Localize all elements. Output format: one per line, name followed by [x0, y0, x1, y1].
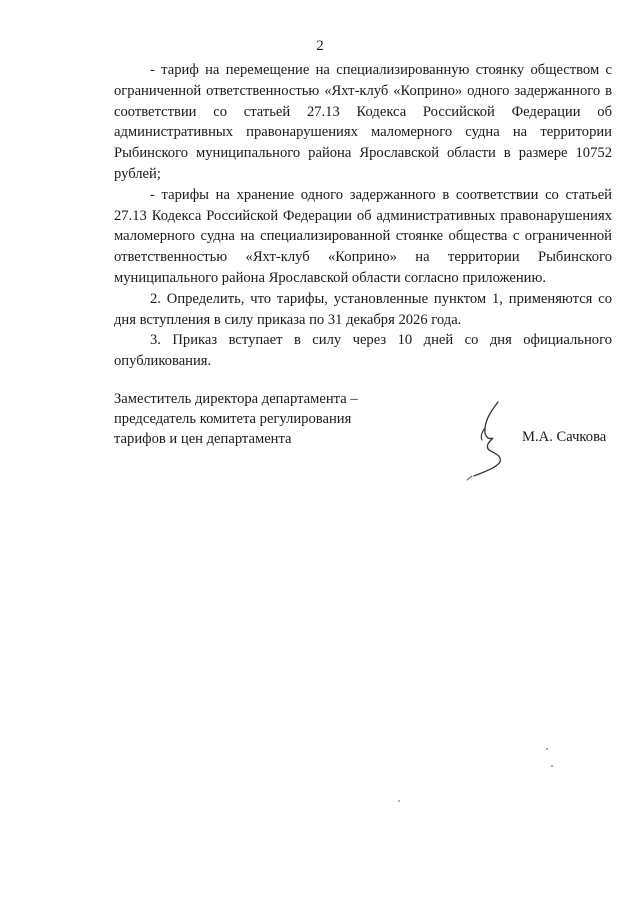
signatory-title-line-1: Заместитель директора департамента – — [114, 391, 358, 407]
document-body — [114, 60, 612, 372]
page-number: 2 — [316, 38, 324, 54]
paragraph-clause-3: 3. Приказ вступает в силу через 10 дней со дня официального опубликования. — [114, 332, 612, 370]
signatory-name: М.А. Сачкова — [522, 429, 607, 445]
handwritten-signature — [458, 396, 528, 482]
scan-speck — [546, 748, 548, 750]
signatory-title-line-2: председатель комитета регулирования — [114, 411, 352, 427]
paragraph-storage-tariffs: - тарифы на хранение одного задержанного в соответствии со статьей 27.13 Кодекса Российской Федерации об административных правонарушениях маломерного судна на специализированной стоянке общества с ограниченной ответственностью «Яхт-клуб «Коприно» на территории Рыбинского муниципального района Ярославской области согласно приложению. — [114, 186, 612, 286]
scan-speck — [551, 765, 553, 767]
paragraph-relocation-tariff: - тариф на перемещение на специализированную стоянку обществом с ограниченной ответственностью «Яхт-клуб «Коприно» одного задержанного в соответствии со статьей 27.13 Кодекса Российской Федерации об административных правонарушениях маломерного судна на территории Рыбинского муниципального района Ярославской области в размере 10752 рублей; — [114, 62, 612, 182]
paragraph-clause-2: 2. Определить, что тарифы, установленные пунктом 1, применяются со дня вступления в силу приказа по 31 декабря 2026 года. — [114, 290, 612, 328]
signatory-title-line-3: тарифов и цен департамента — [114, 431, 292, 447]
scan-speck — [398, 800, 400, 802]
signatory-title — [114, 389, 414, 449]
